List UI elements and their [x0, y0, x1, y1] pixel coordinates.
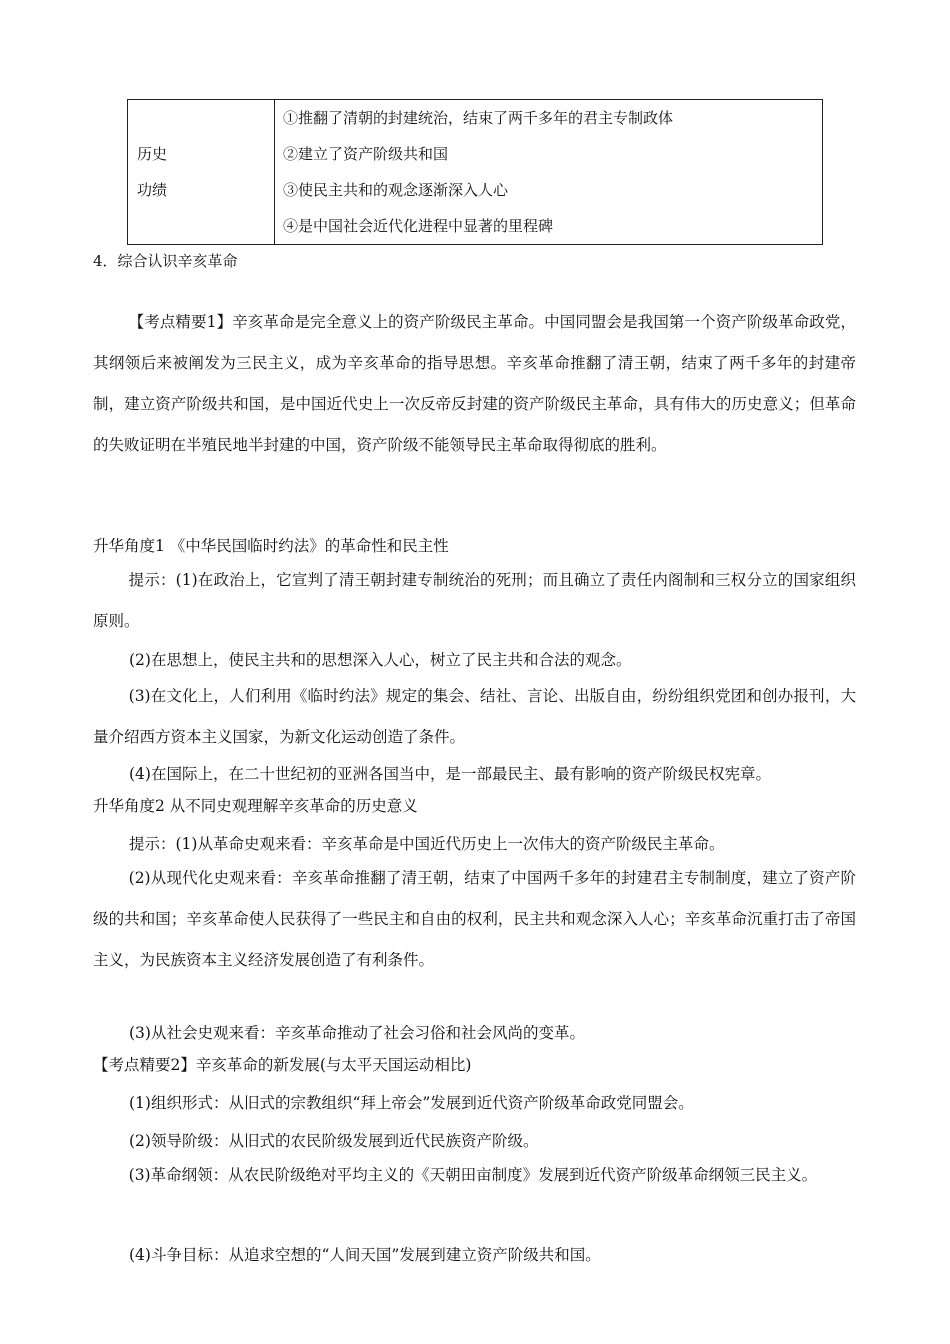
section-heading: 4．综合认识辛亥革命: [93, 252, 238, 270]
angle-2-hint-1: 提示：(1)从革命史观来看：辛亥革命是中国近代历史上一次伟大的资产阶级民主革命。: [129, 835, 725, 853]
angle-1-hint-1: 提示：(1)在政治上，它宣判了清王朝封建专制统治的死刑；而且确立了责任内阁制和三权分立的国家组织原则。: [93, 571, 856, 630]
table-label-cell: [128, 100, 275, 245]
key-point-2-title: 【考点精要2】辛亥革命的新发展(与太平天国运动相比): [93, 1056, 472, 1074]
achievement-item: ③使民主共和的观念逐渐深入人心: [283, 181, 509, 199]
angle-1-title: 升华角度1 《中华民国临时约法》的革命性和民主性: [93, 537, 449, 555]
achievement-item: ①推翻了清朝的封建统治，结束了两千多年的君主专制政体: [283, 109, 674, 127]
label-line-1: 历史: [137, 145, 168, 163]
historical-achievements-table: [127, 99, 823, 245]
key-point-2-item-2: (2)领导阶级：从旧式的农民阶级发展到近代民族资产阶级。: [129, 1132, 539, 1150]
key-point-2-item-4: (4)斗争目标：从追求空想的“人间天国”发展到建立资产阶级共和国。: [129, 1246, 601, 1264]
key-point-2-item-1: (1)组织形式：从旧式的宗教组织“拜上帝会”发展到近代资产阶级革命政党同盟会。: [129, 1094, 694, 1112]
achievement-item: ④是中国社会近代化进程中显著的里程碑: [283, 217, 554, 235]
angle-2-title: 升华角度2 从不同史观理解辛亥革命的历史意义: [93, 797, 418, 815]
key-point-1-paragraph: 【考点精要1】辛亥革命是完全意义上的资产阶级民主革命。中国同盟会是我国第一个资产阶级革命政党，其纲领后来被阐发为三民主义，成为辛亥革命的指导思想。辛亥革命推翻了清王朝，结束了两千多年的封建帝制，建立资产阶级共和国，是中国近代史上一次反帝反封建的资产阶级民主革命，具有伟大的历史意义；但革命的失败证明在半殖民地半封建的中国，资产阶级不能领导民主革命取得彻底的胜利。: [93, 313, 856, 454]
table-items-cell: [275, 100, 823, 245]
label-line-2: 功绩: [137, 181, 168, 199]
angle-1-hint-4: (4)在国际上，在二十世纪初的亚洲各国当中，是一部最民主、最有影响的资产阶级民权宪章。: [129, 765, 771, 783]
angle-2-hint-3: (3)从社会史观来看：辛亥革命推动了社会习俗和社会风尚的变革。: [129, 1024, 585, 1042]
achievement-item: ②建立了资产阶级共和国: [283, 145, 449, 163]
angle-2-hint-2: (2)从现代化史观来看：辛亥革命推翻了清王朝，结束了中国两千多年的封建君主专制制度，建立了资产阶级的共和国；辛亥革命使人民获得了一些民主和自由的权利，民主共和观念深入人心；辛亥革命沉重打击了帝国主义，为民族资本主义经济发展创造了有利条件。: [93, 869, 856, 969]
angle-1-hint-3: (3)在文化上，人们利用《临时约法》规定的集会、结社、言论、出版自由，纷纷组织党团和创办报刊，大量介绍西方资本主义国家，为新文化运动创造了条件。: [93, 687, 856, 746]
angle-1-hint-2: (2)在思想上，使民主共和的思想深入人心，树立了民主共和合法的观念。: [129, 651, 632, 669]
key-point-2-item-3: (3)革命纲领：从农民阶级绝对平均主义的《天朝田亩制度》发展到近代资产阶级革命纲领三民主义。: [128, 1166, 818, 1184]
